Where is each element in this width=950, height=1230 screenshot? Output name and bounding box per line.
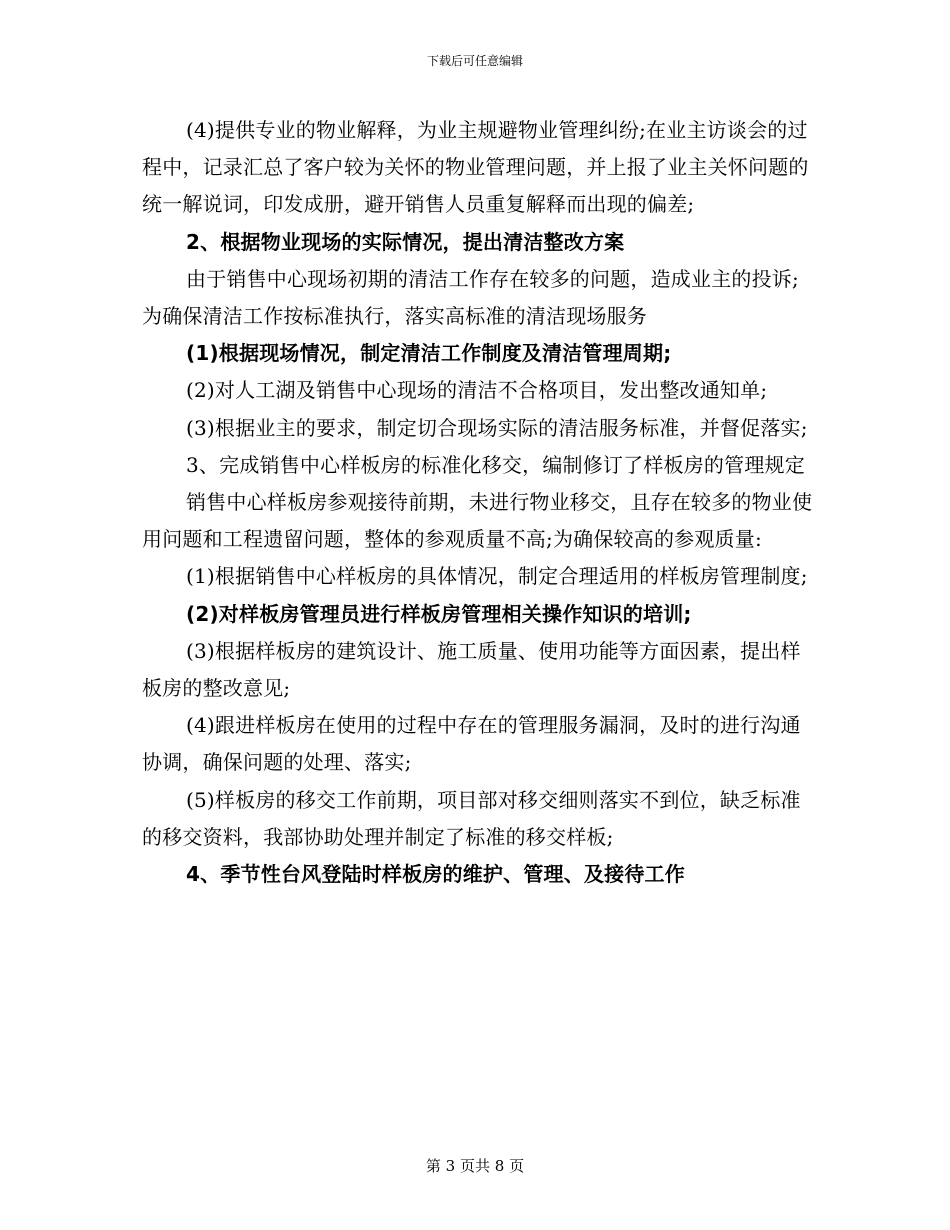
item-service-loopholes: (4)跟进样板房在使用的过程中存在的管理服务漏洞，及时的进行沟通协调，确保问题的处理、落实; xyxy=(142,713,801,775)
paragraph-showroom-issues: 销售中心样板房参观接待前期，未进行物业移交，且存在较多的物业使用问题和工程遗留问题，整体的参观质量不高;为确保较高的参观质量: xyxy=(142,490,813,552)
item-staff-training: (2)对样板房管理员进行样板房管理相关操作知识的培训; xyxy=(186,601,692,626)
page-header: 下载后可任意编辑 xyxy=(426,54,523,68)
item-showroom-management: (1)根据销售中心样板房的具体情况，制定合理适用的样板房管理制度; xyxy=(186,564,808,589)
item-rectification-opinion: (3)根据样板房的建筑设计、施工质量、使用功能等方面因素，提出样板房的整改意见; xyxy=(142,638,801,701)
item-handover-template: (5)样板房的移交工作前期，项目部对移交细则落实不到位，缺乏标准的移交资料，我部协助处理并制定了标准的移交样板; xyxy=(142,787,801,849)
item-rectification-notice: (2)对人工湖及销售中心现场的清洁不合格项目，发出整改通知单; xyxy=(186,378,768,403)
document-body xyxy=(142,112,814,893)
item-cleaning-standard: (3)根据业主的要求，制定切合现场实际的清洁服务标准，并督促落实; xyxy=(186,415,808,440)
paragraph-property-explanation: (4)提供专业的物业解释，为业主规避物业管理纠纷;在业主访谈会的过程中，记录汇总了客户较为关怀的物业管理问题，并上报了业主关怀问题的统一解说词，印发成册，避开销售人员重复解释而出现的偏差; xyxy=(142,118,809,217)
item-cleaning-system: (1)根据现场情况，制定清洁工作制度及清洁管理周期; xyxy=(186,341,672,366)
heading-showroom-handover: 3、完成销售中心样板房的标准化移交，编制修订了样板房的管理规定 xyxy=(186,452,805,477)
heading-cleaning-plan: 2、根据物业现场的实际情况，提出清洁整改方案 xyxy=(186,229,625,254)
page-footer: 第 3 页共 8 页 xyxy=(425,1157,525,1175)
heading-typhoon-maintenance: 4、季节性台风登陆时样板房的维护、管理、及接待工作 xyxy=(186,862,685,887)
paragraph-cleaning-issues: 由于销售中心现场初期的清洁工作存在较多的问题，造成业主的投诉;为确保清洁工作按标准执行，落实高标准的清洁现场服务 xyxy=(142,266,799,329)
